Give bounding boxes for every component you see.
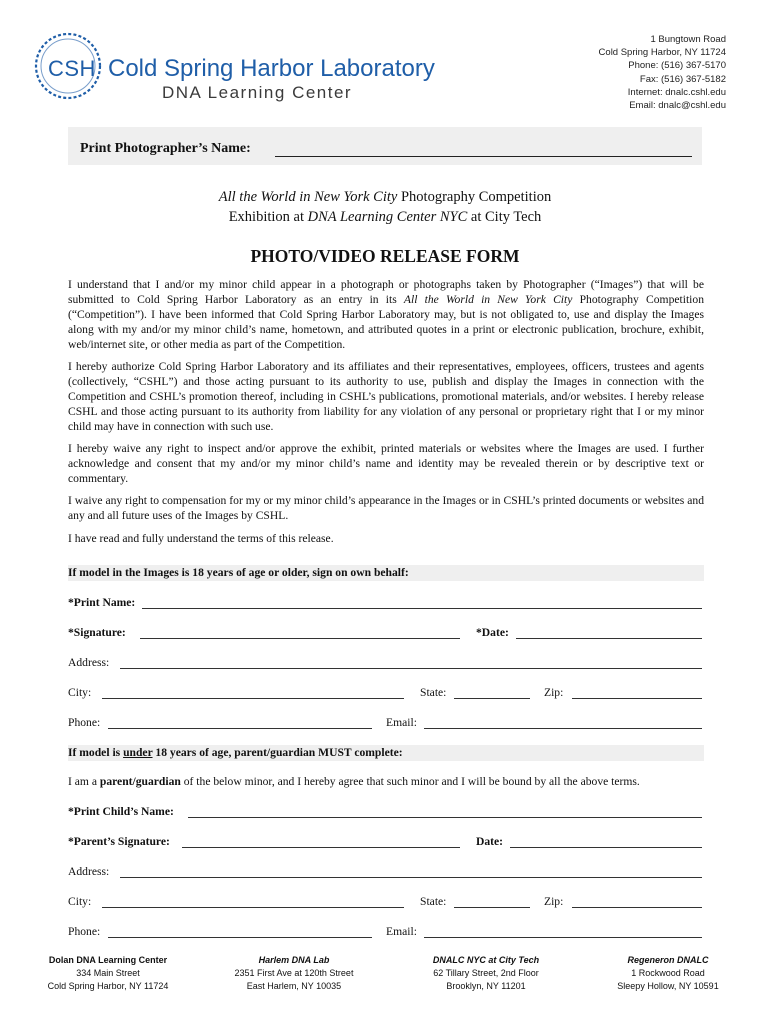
venue-name: DNA Learning Center NYC: [307, 209, 468, 225]
minor-address-row: [68, 865, 702, 881]
subtitle-text: Exhibition at: [228, 209, 308, 225]
contact-line: Cold Spring Harbor, NY 11724: [598, 47, 726, 59]
child-name-label: *Print Child’s Name:: [68, 805, 174, 818]
contact-line: Phone: (516) 367-5170: [628, 60, 726, 72]
minor-address-label: Address:: [68, 865, 110, 878]
para-italic: All the World in New York City: [403, 293, 573, 306]
adult-phone-row: [68, 716, 702, 732]
form-title: PHOTO/VIDEO RELEASE FORM: [250, 246, 520, 266]
location-line: 2351 First Ave at 120th Street: [234, 968, 354, 978]
location-name: DNALC NYC at City Tech: [432, 955, 540, 965]
guardian-statement: [68, 775, 702, 791]
location-name: Regeneron DNALC: [627, 955, 709, 965]
photographer-name-field[interactable]: [275, 156, 692, 157]
date-label: *Date:: [476, 626, 509, 639]
para-text: I understand that I and/or my minor child appear in a photograph or photographs taken by Photographer (“Images”) that will be submitted to Cold Spring Harbor Laboratory as an entry in its: [68, 278, 704, 306]
location-line: 1 Rockwood Road: [631, 968, 705, 978]
minor-address-field[interactable]: [120, 877, 702, 878]
address-label: Address:: [68, 656, 110, 669]
competition-name: All the World in New York City: [218, 189, 398, 205]
location-line: East Harlem, NY 10035: [246, 981, 342, 991]
contact-block: [599, 33, 726, 112]
release-paragraph-5: I have read and fully understand the terms of this release.: [68, 532, 334, 545]
city-label: City:: [68, 686, 92, 699]
print-name-field[interactable]: [142, 608, 702, 609]
location-name: Harlem DNA Lab: [258, 955, 330, 965]
contact-line: Email: dnalc@cshl.edu: [629, 100, 726, 112]
print-name-label: *Print Name:: [68, 596, 136, 609]
minor-section-heading: [68, 745, 704, 761]
release-paragraph-1: [68, 277, 704, 352]
contact-line: Internet: dnalc.cshl.edu: [627, 86, 726, 98]
heading-text: 18 years of age, parent/guardian MUST complete:: [152, 746, 403, 759]
minor-city-field[interactable]: [102, 907, 404, 908]
photographer-name-label: Print Photographer’s Name:: [80, 141, 251, 156]
release-paragraph-2: I hereby authorize Cold Spring Harbor Laboratory and its affiliates and their representatives, employees, officers, trustees and agents (collectively, “CSHL”) and those acting pursuant to its authority to use, publish and display the Images in connection with the Competition and CSHL’s promotion thereof, including in CSHL’s publications, promotional materials, and/or websites. I hereby release CSHL and those acting pursuant to its authority from liability for any violation of any personal or proprietary right that I or my minor child may have in connection with such use.: [68, 360, 704, 433]
guardian-statement-text: [68, 775, 640, 788]
city-field[interactable]: [102, 698, 404, 699]
adult-address-row: [68, 656, 702, 672]
adult-city-row: [68, 686, 702, 702]
minor-state-label: State:: [420, 895, 447, 908]
zip-label: Zip:: [544, 686, 564, 699]
minor-city-label: City:: [68, 895, 92, 908]
state-label: State:: [420, 686, 447, 699]
competition-subtitle: [0, 187, 770, 227]
contact-line: 1 Bungtown Road: [650, 34, 726, 45]
dna-learning-center-name: DNA Learning Center: [162, 83, 353, 102]
minor-zip-field[interactable]: [572, 907, 702, 908]
minor-email-field[interactable]: [424, 937, 702, 938]
parent-signature-row: [68, 835, 702, 851]
minor-phone-label: Phone:: [68, 925, 101, 938]
child-name-row: [68, 805, 702, 821]
minor-phone-row: [68, 925, 702, 941]
email-label: Email:: [386, 716, 417, 729]
minor-phone-field[interactable]: [108, 937, 372, 938]
statement-text: of the below minor, and I hereby agree that such minor and I will be bound by all the above terms.: [180, 775, 640, 788]
phone-label: Phone:: [68, 716, 101, 729]
parent-signature-field[interactable]: [182, 847, 460, 848]
logo-mark: CSH: [48, 56, 96, 81]
organization-logo: [28, 26, 438, 106]
minor-city-row: [68, 895, 702, 911]
location-line: Cold Spring Harbor, NY 11724: [47, 981, 169, 991]
adult-signature-row: [68, 626, 702, 642]
location-line: 334 Main Street: [76, 968, 140, 978]
location-line: Brooklyn, NY 11201: [446, 981, 526, 991]
para-text: Photography Competition (“Competition”). I have been informed that Cold Spring Harbor Laboratory may, but is not obligated to, use and display the Images along with my and/or my minor child’s name, hometown, and attributed quotes in a print or electronic publication, brochure, exhibit, web/internet site, or other media as part of the Competition.: [68, 293, 704, 351]
release-paragraph-4: I waive any right to compensation for my or my minor child’s appearance in the Images or in CSHL’s printed documents or websites and any and all future uses of the Images by CSHL.: [68, 494, 704, 522]
contact-line: Fax: (516) 367-5182: [639, 73, 726, 85]
child-name-field[interactable]: [188, 817, 702, 818]
signature-label: *Signature:: [68, 626, 126, 639]
minor-date-field[interactable]: [510, 847, 702, 848]
signature-field[interactable]: [140, 638, 460, 639]
location-line: Sleepy Hollow, NY 10591: [617, 981, 719, 991]
release-paragraph-3: I hereby waive any right to inspect and/or approve the exhibit, printed materials or websites where the Images are used. I further acknowledge and consent that my and/or my minor child’s name and identity may be revealed therein or by descriptive text or commentary.: [68, 442, 704, 485]
heading-underlined: under: [123, 746, 153, 759]
footer-location: [28, 954, 188, 993]
adult-print-name-row: [68, 596, 702, 612]
footer-location: [406, 954, 566, 993]
subtitle-text: at City Tech: [467, 209, 542, 225]
minor-date-label: Date:: [476, 835, 504, 848]
minor-email-label: Email:: [386, 925, 417, 938]
location-name: Dolan DNA Learning Center: [48, 955, 168, 965]
statement-bold: parent/guardian: [99, 775, 181, 788]
phone-field[interactable]: [108, 728, 372, 729]
org-name: Cold Spring Harbor Laboratory: [108, 55, 435, 82]
subtitle-text: Photography Competition: [397, 189, 552, 205]
parent-signature-label: *Parent’s Signature:: [68, 835, 170, 848]
location-line: 62 Tillary Street, 2nd Floor: [433, 968, 539, 978]
footer-location: [214, 954, 374, 993]
statement-text: I am a: [68, 775, 100, 788]
adult-section-heading: If model in the Images is 18 years of age or older, sign on own behalf:: [68, 565, 704, 581]
heading-text: If model is: [68, 746, 124, 759]
date-field[interactable]: [516, 638, 702, 639]
state-field[interactable]: [454, 698, 530, 699]
photographer-name-band: [68, 127, 702, 165]
zip-field[interactable]: [572, 698, 702, 699]
email-field[interactable]: [424, 728, 702, 729]
minor-zip-label: Zip:: [544, 895, 564, 908]
minor-state-field[interactable]: [454, 907, 530, 908]
address-field[interactable]: [120, 668, 702, 669]
footer-location: [588, 954, 748, 993]
